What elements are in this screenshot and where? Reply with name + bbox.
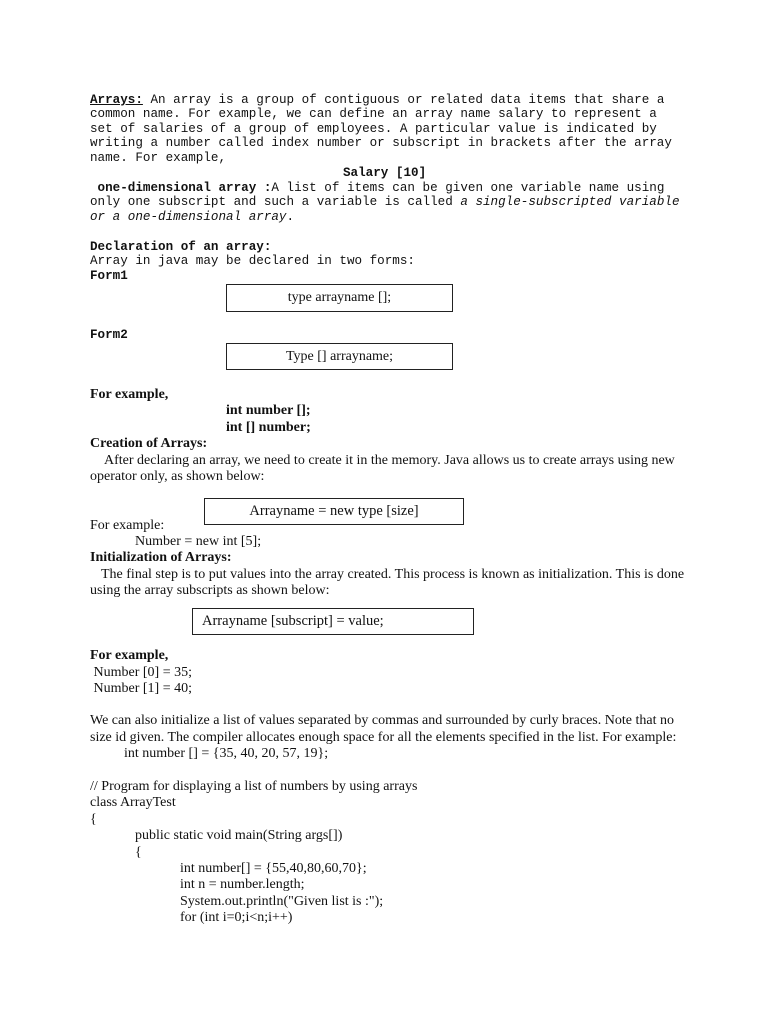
- curly-braces-code: int number [] = {35, 40, 20, 57, 19};: [124, 746, 329, 761]
- form2-box-text: Type [] arrayname;: [285, 348, 394, 364]
- one-dim-line-2-text: only one subscript and such a variable is called: [90, 195, 461, 209]
- creation-example-label: For example:: [90, 518, 165, 533]
- form1-label: Form1: [90, 269, 128, 283]
- declaration-intro: Array in java may be declared in two forms:: [90, 254, 415, 268]
- one-dim-line-1: [90, 181, 664, 196]
- declaration-example-label: For example,: [90, 387, 169, 402]
- salary-example: Salary [10]: [343, 166, 427, 180]
- program-line-3: System.out.println("Given list is :");: [180, 894, 384, 909]
- one-dim-line-1-text: A list of items can be given one variable name using: [271, 181, 665, 195]
- arrays-intro-line-1: [90, 93, 664, 108]
- program-main-signature: public static void main(String args[]): [135, 828, 343, 843]
- arrays-heading: Arrays:: [90, 93, 143, 107]
- declaration-code-1: int number [];: [226, 403, 311, 418]
- declaration-code-2: int [] number;: [226, 420, 311, 435]
- initialization-line-2: using the array subscripts as shown below:: [90, 583, 330, 598]
- arrays-intro-line-4: writing a number called index number or subscript in brackets after the array: [90, 136, 672, 150]
- creation-line-2: operator only, as shown below:: [90, 469, 265, 484]
- initialization-box-text: Arrayname [subscript] = value;: [202, 613, 384, 629]
- creation-heading: Creation of Arrays:: [90, 436, 208, 451]
- arrays-intro-line-3: set of salaries of a group of employees. A particular value is indicated by: [90, 122, 657, 136]
- one-dim-term: one-dimensional array :: [90, 181, 272, 195]
- arrays-intro-line-2: common name. For example, we can define an array name salary to represent a: [90, 107, 657, 121]
- initialization-box: [192, 608, 474, 635]
- program-line-2: int n = number.length;: [180, 877, 305, 892]
- program-line-1: int number[] = {55,40,80,60,70};: [180, 861, 367, 876]
- one-dim-line-3-end: .: [286, 210, 295, 224]
- one-dim-line-2-italic: a single-subscripted variable: [460, 195, 680, 209]
- initialization-example-label: For example,: [90, 648, 169, 663]
- form1-box-text: type arrayname [];: [287, 290, 392, 305]
- one-dim-line-3-italic: or a one-dimensional array: [90, 210, 287, 224]
- form2-label: Form2: [90, 328, 128, 342]
- arrays-intro-line-5: name. For example,: [90, 151, 227, 165]
- arrays-line-1-text: An array is a group of contiguous or related data items that share a: [142, 93, 665, 107]
- curly-braces-para-line-2: size id given. The compiler allocates enough space for all the elements specified in the list. For example:: [90, 730, 677, 745]
- creation-box-text: Arrayname = new type [size]: [249, 503, 419, 519]
- program-main-brace: {: [135, 845, 142, 860]
- form1-box: [226, 284, 453, 312]
- one-dim-line-2: [90, 195, 680, 210]
- creation-line-1: After declaring an array, we need to create it in the memory. Java allows us to create arrays using new: [104, 453, 675, 468]
- initialization-heading: Initialization of Arrays:: [90, 550, 232, 565]
- one-dim-line-3: [90, 210, 294, 225]
- initialization-example-2: Number [1] = 40;: [90, 681, 192, 696]
- creation-box: [204, 498, 464, 525]
- curly-braces-para-line-1: We can also initialize a list of values separated by commas and surrounded by curly braces. Note that no: [90, 713, 674, 728]
- declaration-heading: Declaration of an array:: [90, 240, 272, 254]
- program-open-brace: {: [90, 812, 97, 827]
- creation-example-code: Number = new int [5];: [135, 534, 262, 549]
- form2-box: [226, 343, 453, 370]
- program-class-line: class ArrayTest: [90, 795, 176, 810]
- program-line-4: for (int i=0;i<n;i++): [180, 910, 293, 925]
- initialization-example-1: Number [0] = 35;: [90, 665, 192, 680]
- program-comment: // Program for displaying a list of numbers by using arrays: [90, 779, 418, 794]
- initialization-line-1: The final step is to put values into the array created. This process is known as initialization. This is done: [101, 567, 685, 582]
